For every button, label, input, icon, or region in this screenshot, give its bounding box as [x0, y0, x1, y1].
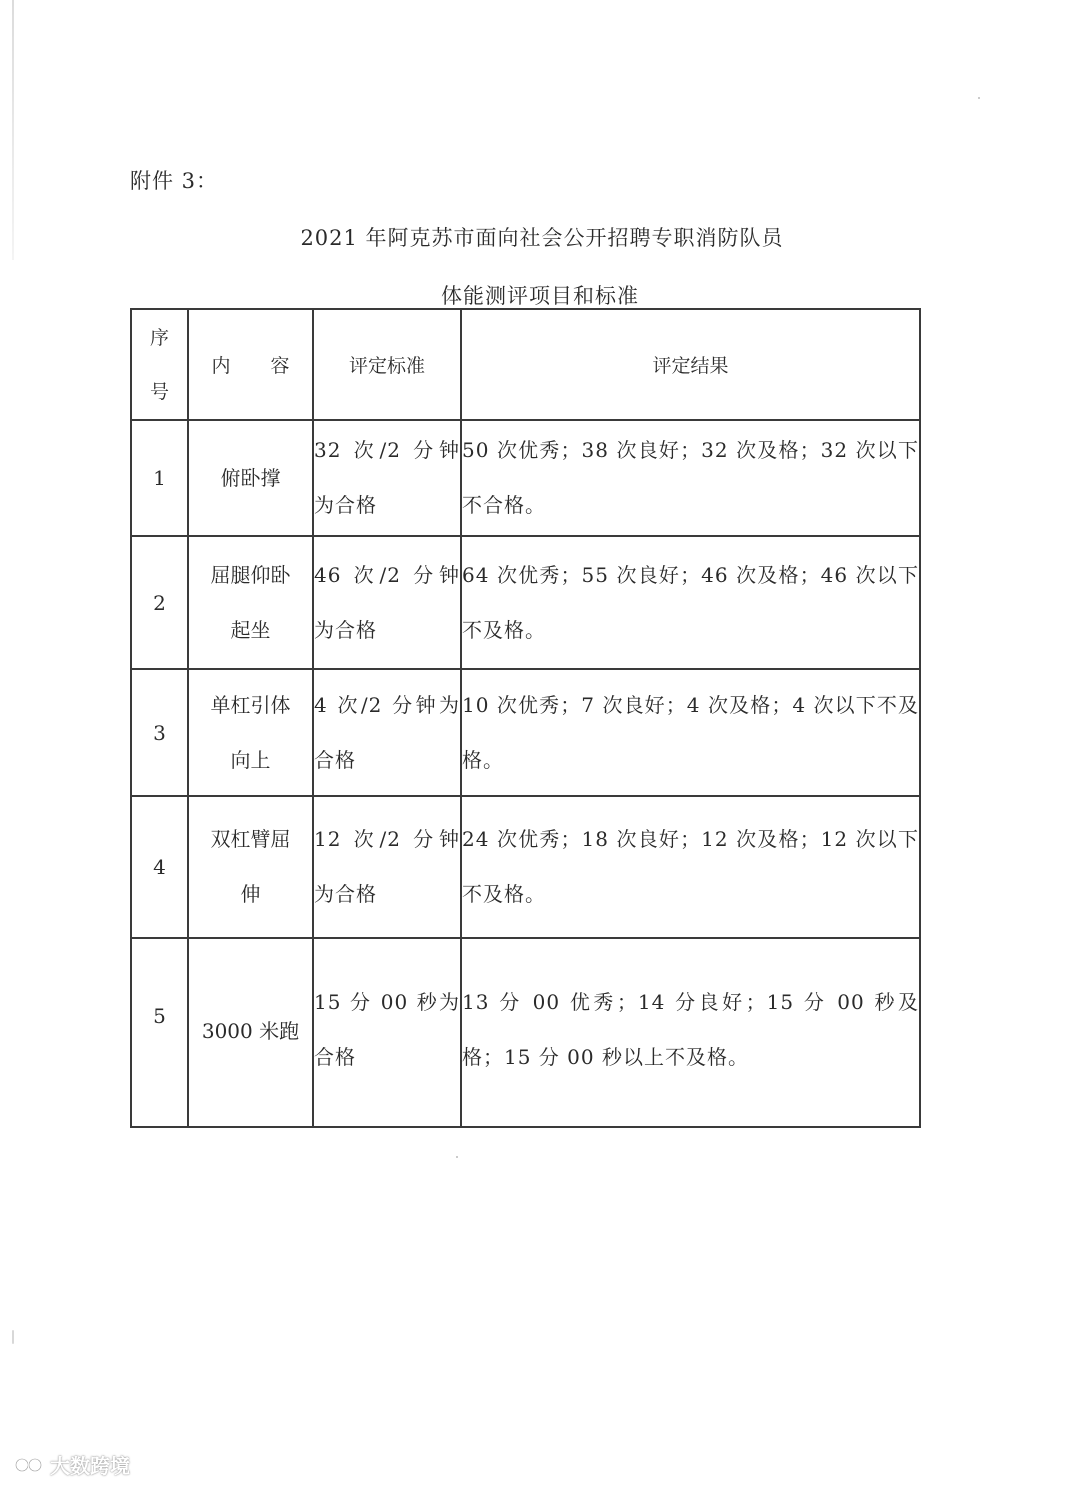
document-title: 2021 年阿克苏市面向社会公开招聘专职消防队员 [300, 226, 784, 250]
row-result: 10 次优秀；7 次良好；4 次及格；4 次以下不及格。 [461, 669, 920, 796]
table-row [131, 669, 920, 796]
watermark [14, 1450, 130, 1479]
row-standard: 4 次/2 分钟为合格 [313, 669, 461, 796]
header-content-right: 容 [270, 355, 290, 377]
header-result: 评定结果 [461, 309, 920, 420]
row-seq: 4 [131, 796, 188, 938]
row-content-line2: 起坐 [230, 617, 271, 642]
header-seq-line2: 号 [149, 380, 169, 403]
header-standard: 评定标准 [313, 309, 461, 420]
table-row [131, 938, 920, 1127]
logo-icon [14, 1454, 46, 1476]
row-standard: 32 次/2 分钟为合格 [313, 420, 461, 536]
row-standard: 46 次/2 分钟为合格 [313, 536, 461, 669]
row-content [188, 796, 313, 938]
row-content-line1: 3000 米跑 [201, 1019, 300, 1043]
table-row [131, 420, 920, 536]
scan-speck [456, 1156, 458, 1158]
row-content-line2: 伸 [240, 882, 261, 906]
row-seq: 1 [131, 420, 188, 536]
watermark-text: 大数跨境 [50, 1454, 130, 1478]
row-content-line1: 双杠臂屈 [210, 827, 291, 851]
row-result: 50 次优秀；38 次良好；32 次及格；32 次以下不合格。 [461, 420, 920, 536]
row-seq: 2 [131, 536, 188, 669]
row-seq: 5 [131, 938, 188, 1127]
row-standard: 12 次/2 分钟为合格 [313, 796, 461, 938]
scan-speck [12, 1330, 14, 1344]
row-result: 24 次优秀；18 次良好；12 次及格；12 次以下不及格。 [461, 796, 920, 938]
row-standard: 15 分 00 秒为合格 [313, 938, 461, 1127]
table-row [131, 796, 920, 938]
row-content [188, 536, 313, 669]
fitness-criteria-table [130, 308, 921, 1128]
header-content [188, 309, 313, 420]
row-content [188, 420, 313, 536]
header-seq [131, 309, 188, 420]
document-subtitle: 体能测评项目和标准 [441, 284, 639, 308]
header-seq-line1: 序 [149, 326, 169, 349]
scan-edge [12, 0, 14, 260]
row-content [188, 669, 313, 796]
attachment-label: 附件 3： [130, 169, 219, 193]
row-content-line1: 俯卧撑 [220, 465, 281, 490]
row-seq: 3 [131, 669, 188, 796]
table-row [131, 536, 920, 669]
row-result: 64 次优秀；55 次良好；46 次及格；46 次以下不及格。 [461, 536, 920, 669]
row-result: 13 分 00 优秀；14 分良好；15 分 00 秒及格；15 分 00 秒以上不及格。 [461, 938, 920, 1127]
row-content-line1: 单杠引体 [210, 692, 291, 717]
row-content-line1: 屈腿仰卧 [210, 562, 291, 587]
header-content-left: 内 [211, 355, 231, 377]
row-content-line2: 向上 [230, 747, 271, 772]
scan-speck [978, 97, 980, 99]
row-content [188, 938, 313, 1127]
table-header-row [131, 309, 920, 420]
